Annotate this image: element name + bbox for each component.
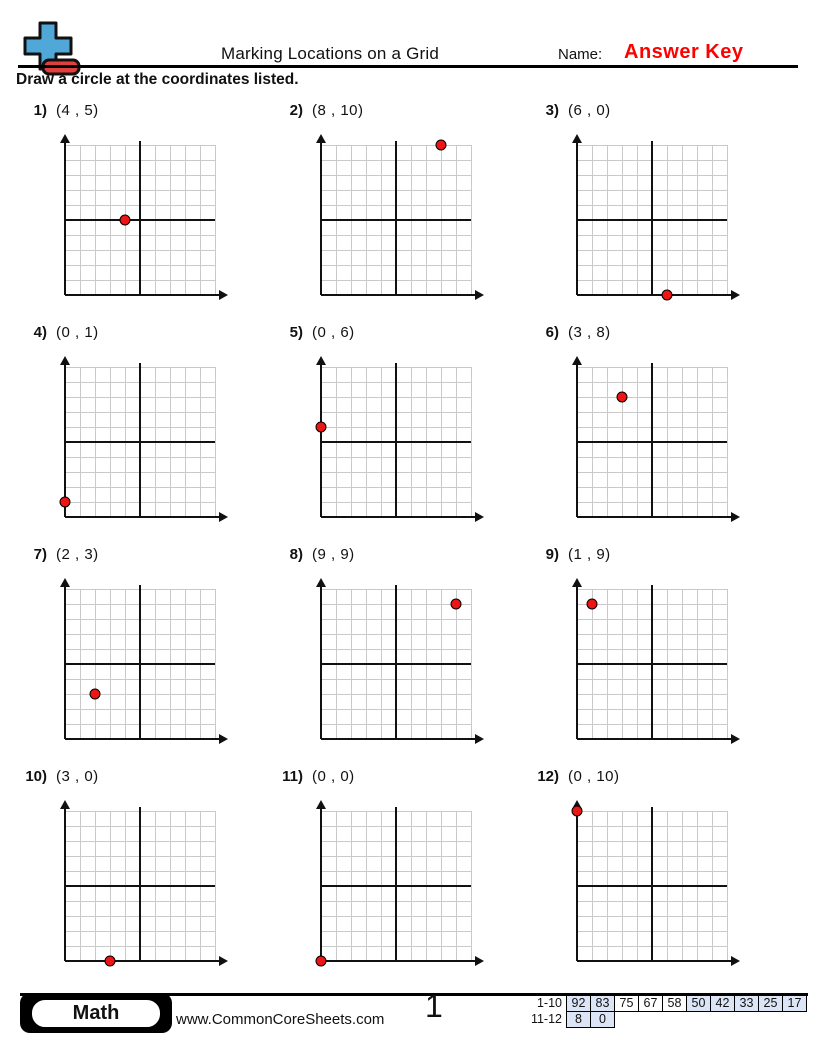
grid-midline-vertical [395,141,397,295]
x-axis [321,516,477,518]
x-axis-arrow-icon [219,512,228,522]
y-axis [320,583,322,739]
commoncoresheets-logo-icon [18,20,82,78]
y-axis-arrow-icon [572,356,582,365]
x-axis [321,294,477,296]
answer-dot [662,290,673,301]
problem-label [25,324,99,341]
y-axis-arrow-icon [316,578,326,587]
problem-label [537,768,620,785]
problem-coordinates: (0 , 0) [312,768,355,785]
grid-midline-horizontal [577,663,727,665]
problem-block [25,766,281,988]
answer-dot [572,806,583,817]
score-row [520,1011,807,1028]
page-number: 1 [425,988,443,1024]
problem-block [537,100,793,322]
y-axis-arrow-icon [60,800,70,809]
y-axis-arrow-icon [572,134,582,143]
score-cell: 83 [590,995,615,1012]
score-row-label: 11-12 [530,1012,562,1026]
problem-block [537,322,793,544]
x-axis-arrow-icon [475,734,484,744]
score-cell: 92 [566,995,591,1012]
x-axis-arrow-icon [731,512,740,522]
x-axis-arrow-icon [219,734,228,744]
problem-coordinates: (3 , 8) [568,324,611,341]
x-axis [577,516,733,518]
y-axis-arrow-icon [60,356,70,365]
x-axis-arrow-icon [731,734,740,744]
grid-midline-vertical [139,363,141,517]
problem-label [281,102,364,119]
coordinate-grid [577,589,728,739]
answer-dot [617,392,628,403]
problem-block [281,766,537,988]
coordinate-grid [65,367,216,517]
grid-midline-horizontal [321,441,471,443]
grid-midline-horizontal [321,663,471,665]
grid-midline-vertical [651,807,653,961]
score-cell: 67 [638,995,663,1012]
coordinate-grid [65,145,216,295]
y-axis [576,139,578,295]
coordinate-grid [577,811,728,961]
grid-midline-vertical [651,141,653,295]
grid-midline-vertical [395,807,397,961]
problem-block [537,766,793,988]
y-axis [576,583,578,739]
score-cell: 33 [734,995,759,1012]
answer-dot [436,140,447,151]
y-axis-arrow-icon [316,356,326,365]
coordinate-grid [321,589,472,739]
grid-midline-horizontal [577,219,727,221]
y-axis-arrow-icon [60,578,70,587]
problem-label [25,768,99,785]
problem-number: 2) [289,102,303,119]
y-axis [64,361,66,517]
x-axis [65,516,221,518]
coordinate-grid [577,367,728,517]
x-axis [65,960,221,962]
x-axis [577,960,733,962]
problem-coordinates: (6 , 0) [568,102,611,119]
y-axis [320,139,322,295]
subject-label: Math [30,998,162,1029]
problem-coordinates: (0 , 6) [312,324,355,341]
x-axis-arrow-icon [731,290,740,300]
grid-midline-horizontal [577,441,727,443]
grid-midline-vertical [139,141,141,295]
coordinate-grid [65,811,216,961]
problem-label [537,546,611,563]
grid-midline-vertical [139,807,141,961]
problems [25,100,793,988]
problem-number: 12) [537,768,559,785]
x-axis-arrow-icon [731,956,740,966]
score-row [520,995,807,1012]
y-axis [320,361,322,517]
score-cell: 50 [686,995,711,1012]
answer-dot [316,422,327,433]
score-cell: 75 [614,995,639,1012]
problem-number: 8) [289,546,303,563]
y-axis [64,139,66,295]
score-cell: 0 [590,1011,615,1028]
y-axis [576,805,578,961]
problem-label [25,102,99,119]
grid-midline-horizontal [65,219,215,221]
score-table [520,995,807,1028]
answer-dot [60,497,71,508]
grid-midline-horizontal [321,219,471,221]
score-cell: 17 [782,995,807,1012]
coordinate-grid [321,811,472,961]
grid-midline-horizontal [65,663,215,665]
website-url: www.CommonCoreSheets.com [176,1011,385,1028]
grid-midline-horizontal [577,885,727,887]
problem-number: 9) [545,546,559,563]
x-axis [321,738,477,740]
score-cell: 58 [662,995,687,1012]
y-axis-arrow-icon [60,134,70,143]
grid-midline-horizontal [321,885,471,887]
x-axis [577,294,733,296]
problem-coordinates: (3 , 0) [56,768,99,785]
grid-midline-vertical [395,363,397,517]
problem-block [25,544,281,766]
problem-coordinates: (1 , 9) [568,546,611,563]
y-axis-arrow-icon [572,578,582,587]
problem-label [281,546,355,563]
problem-block [537,544,793,766]
y-axis [576,361,578,517]
coordinate-grid [65,589,216,739]
problem-label [281,324,355,341]
problem-label [25,546,99,563]
x-axis [65,738,221,740]
answer-dot [105,956,116,967]
problem-block [281,322,537,544]
coordinate-grid [321,367,472,517]
grid-midline-vertical [395,585,397,739]
problem-coordinates: (0 , 1) [56,324,99,341]
problem-number: 4) [33,324,47,341]
page-title: Marking Locations on a Grid [220,44,439,63]
problem-block [281,100,537,322]
score-cell: 42 [710,995,735,1012]
x-axis [321,960,477,962]
y-axis-arrow-icon [316,800,326,809]
problem-coordinates: (8 , 10) [312,102,364,119]
coordinate-grid [577,145,728,295]
x-axis-arrow-icon [475,956,484,966]
subject-badge [20,993,172,1033]
problem-number: 6) [545,324,559,341]
problem-number: 11) [282,768,303,785]
answer-dot [316,956,327,967]
problem-number: 10) [25,768,47,785]
instruction-text: Draw a circle at the coordinates listed. [16,71,299,88]
score-cell: 25 [758,995,783,1012]
y-axis [64,805,66,961]
grid-midline-vertical [139,585,141,739]
y-axis-arrow-icon [316,134,326,143]
answer-dot [120,215,131,226]
x-axis-arrow-icon [219,290,228,300]
grid-midline-vertical [651,585,653,739]
grid-midline-horizontal [65,885,215,887]
header-divider [18,65,798,68]
x-axis [577,738,733,740]
answer-dot [451,599,462,610]
problem-label [537,102,611,119]
answer-dot [587,599,598,610]
x-axis-arrow-icon [219,956,228,966]
grid-midline-horizontal [65,441,215,443]
y-axis [64,583,66,739]
name-label: Name: [558,46,603,63]
problem-coordinates: (0 , 10) [568,768,620,785]
problem-block [25,100,281,322]
problem-number: 1) [33,102,47,119]
answer-key-text: Answer Key [624,41,744,63]
problem-number: 5) [289,324,303,341]
problem-number: 7) [33,546,47,563]
x-axis-arrow-icon [475,290,484,300]
problem-label [281,768,355,785]
problem-coordinates: (2 , 3) [56,546,99,563]
problem-coordinates: (9 , 9) [312,546,355,563]
grid-midline-vertical [651,363,653,517]
score-cell: 8 [566,1011,591,1028]
x-axis-arrow-icon [475,512,484,522]
problem-block [281,544,537,766]
problem-block [25,322,281,544]
coordinate-grid [321,145,472,295]
problem-number: 3) [545,102,559,119]
score-row-label: 1-10 [536,996,562,1010]
problem-label [537,324,611,341]
y-axis [320,805,322,961]
x-axis [65,294,221,296]
answer-dot [90,689,101,700]
problem-coordinates: (4 , 5) [56,102,99,119]
